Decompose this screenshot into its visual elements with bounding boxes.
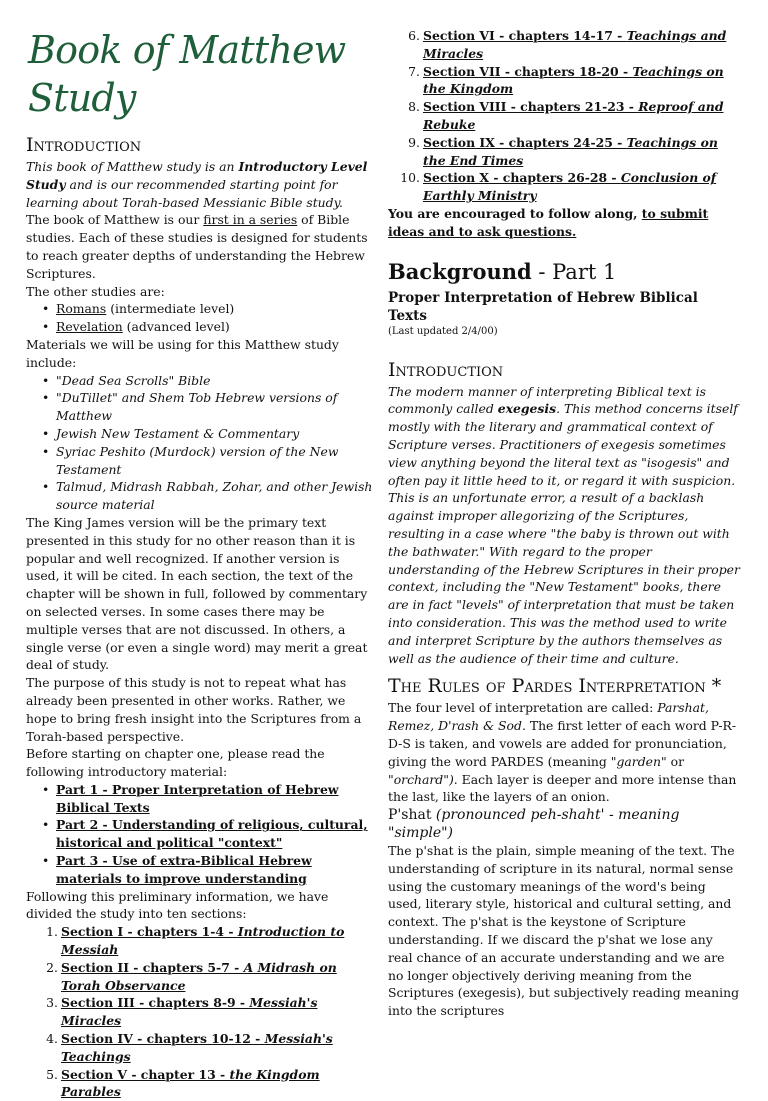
encourage-paragraph: You are encouraged to follow along, to submit ideas and to ask questions. <box>388 205 709 239</box>
section-1-link[interactable]: Section I - chapters 1-4 - Introduction to Messiah <box>61 924 345 958</box>
list-item: • Revelation (advanced level) <box>26 318 376 336</box>
list-item: • "DuTillet" and Shem Tob Hebrew versions of Matthew <box>26 389 376 425</box>
last-updated: (Last updated 2/4/00) <box>388 325 498 337</box>
list-item: 9. Section IX - chapters 24-25 - Teachings on the End Times <box>388 134 740 170</box>
list-item <box>26 781 376 817</box>
rules-heading: The Rules of Pardes Interpretation * <box>388 675 722 698</box>
revelation-link[interactable]: Revelation <box>56 319 123 335</box>
right-column <box>388 27 740 1020</box>
list-item: 10. Section X - chapters 26-28 - Conclusion of Earthly Ministry <box>388 169 740 205</box>
kjv-paragraph: The King James version will be the primary text presented in this study for no other reason than it is popular and well recognized. If another version is used, it will be cited. In each section, the text of the chapter will be shown in full, followed by commentary on selected verses. In some cases there may be multiple verses that are not discussed. In others, a single verse (or even a single word) may merit a great deal of study. <box>26 514 368 673</box>
list-item: 6. Section VI - chapters 14-17 - Teachings and Miracles <box>388 27 740 63</box>
list-item: • Talmud, Midrash Rabbah, Zohar, and other Jewish source material <box>26 478 376 514</box>
part-1-link[interactable]: Part 1 - Proper Interpretation of Hebrew Biblical Texts <box>56 781 339 815</box>
materials-label: Materials we will be using for this Matthew study include: <box>26 336 339 370</box>
romans-link[interactable]: Romans <box>56 301 107 317</box>
purpose-paragraph: The purpose of this study is not to repeat what has already been presented in other works. Rather, we hope to bring fresh insight into the Scriptures from a Torah-based perspective. <box>26 675 362 744</box>
following-paragraph: Following this preliminary information, we have divided the study into ten sections: <box>26 888 329 922</box>
background-subtitle: Proper Interpretation of Hebrew Biblical Texts <box>388 289 698 324</box>
list-item: 7. Section VII - chapters 18-20 - Teachings on the Kingdom <box>388 63 740 99</box>
section-5-link[interactable]: Section V - chapter 13 - the Kingdom Parables <box>61 1066 320 1100</box>
left-column <box>26 0 376 1101</box>
list-item: 3. Section III - chapters 8-9 - Messiah's Miracles <box>26 994 376 1030</box>
part-2-link[interactable]: Part 2 - Understanding of religious, cultural, historical and political "context" <box>56 817 368 851</box>
section-4-link[interactable]: Section IV - chapters 10-12 - Messiah's Teachings <box>61 1031 333 1064</box>
section-2-link[interactable]: Section II - chapters 5-7 - A Midrash on Torah Observance <box>61 959 337 993</box>
submit-ideas-link[interactable]: to submit ideas and to ask questions. <box>388 205 709 239</box>
list-item: 5. Section V - chapter 13 - the Kingdom Parables <box>26 1066 376 1101</box>
list-item <box>26 816 376 852</box>
section-8-link[interactable]: Section VIII - chapters 21-23 - Reproof and Rebuke <box>423 99 724 132</box>
background-heading: Background - Part 1 <box>388 258 617 284</box>
section-3-link[interactable]: Section III - chapters 8-9 - Messiah's Miracles <box>61 995 318 1029</box>
section-9-link[interactable]: Section IX - chapters 24-25 - Teachings on the End Times <box>423 134 718 168</box>
section-10-link[interactable]: Section X - chapters 26-28 - Conclusion of Earthly Ministry <box>423 170 717 204</box>
intro-heading: Introduction <box>26 134 142 156</box>
parts-list <box>26 781 376 888</box>
materials-list <box>26 372 376 514</box>
sections-list-a <box>26 923 376 1101</box>
other-studies-list <box>26 300 376 336</box>
exegesis-paragraph: The modern manner of interpreting Biblical text is commonly called exegesis. This method concerns itself mostly with the literary and grammatical context of Scripture verses. Practitioners of exegesis sometimes view anything beyond the literal text as "isogesis" and often pay it little heed to it, or regard it with suspicion. This is an unfortunate error, a result of a backlash against improper allegorizing of the Scriptures, resulting in a case where "the baby is thrown out with the bathwater." With regard to the proper understanding of the Hebrew Scriptures in their proper context, including the "New Testament" books, there are in fact "levels" of interpretation that must be taken into consideration. This was the method used to write and interpret Scripture by the authors themselves as well as the audience of their time and culture. <box>388 383 740 666</box>
part-3-link[interactable]: Part 3 - Use of extra-Biblical Hebrew materials to improve understanding <box>56 853 312 886</box>
pshat-heading: P'shat (pronounced peh-shaht' - meaning "simple") <box>388 807 680 842</box>
intro-lead: This book of Matthew study is an Introductory Level Study and is our recommended starting point for learning about Torah-based Messianic Bible study. <box>26 159 368 210</box>
list-item: • Syriac Peshito (Murdock) version of the New Testament <box>26 443 376 479</box>
section-6-link[interactable]: Section VI - chapters 14-17 - Teachings and Miracles <box>423 28 727 61</box>
other-studies-label: The other studies are: <box>26 283 165 299</box>
section-7-link[interactable]: Section VII - chapters 18-20 - Teachings on the Kingdom <box>423 63 724 97</box>
sections-list-b <box>388 27 740 205</box>
before-paragraph: Before starting on chapter one, please read the following introductory material: <box>26 746 325 780</box>
bg-intro-heading: Introduction <box>388 358 504 381</box>
list-item: 4. Section IV - chapters 10-12 - Messiah's Teachings <box>26 1030 376 1066</box>
list-item: • "Dead Sea Scrolls" Bible <box>26 372 376 390</box>
series-paragraph: The book of Matthew is our first in a series of Bible studies. Each of these studies is designed for students to reach greater depths of understanding the Hebrew Scriptures. <box>26 212 368 281</box>
list-item <box>26 852 376 888</box>
pshat-paragraph: The p'shat is the plain, simple meaning of the text. The understanding of scripture in its natural, normal sense using the customary meanings of the word's being used, literary style, historical and cultural setting, and context. The p'shat is the keystone of Scripture understanding. If we discard the p'shat we lose any real chance of an accurate understanding and we are no longer objectively deriving meaning from the Scriptures (exegesis), but subjectively reading meaning into the scriptures <box>388 843 740 1019</box>
list-item: 1. Section I - chapters 1-4 - Introduction to Messiah <box>26 923 376 959</box>
series-link[interactable]: first in a series <box>203 212 298 228</box>
list-item: • Jewish New Testament & Commentary <box>26 425 376 443</box>
list-item: 2. Section II - chapters 5-7 - A Midrash on Torah Observance <box>26 959 376 995</box>
list-item: 8. Section VIII - chapters 21-23 - Reproof and Rebuke <box>388 98 740 134</box>
list-item: • Romans (intermediate level) <box>26 300 376 318</box>
page-title: Book of Matthew Study <box>28 28 346 120</box>
pardes-paragraph: The four level of interpretation are called: Parshat, Remez, D'rash & Sod. The first letter of each word P-R-D-S is taken, and vowels are added for pronunciation, giving the word PARDES (meaning "garden" or "orchard"). Each layer is deeper and more intense than the last, like the layers of an onion. <box>388 700 737 805</box>
